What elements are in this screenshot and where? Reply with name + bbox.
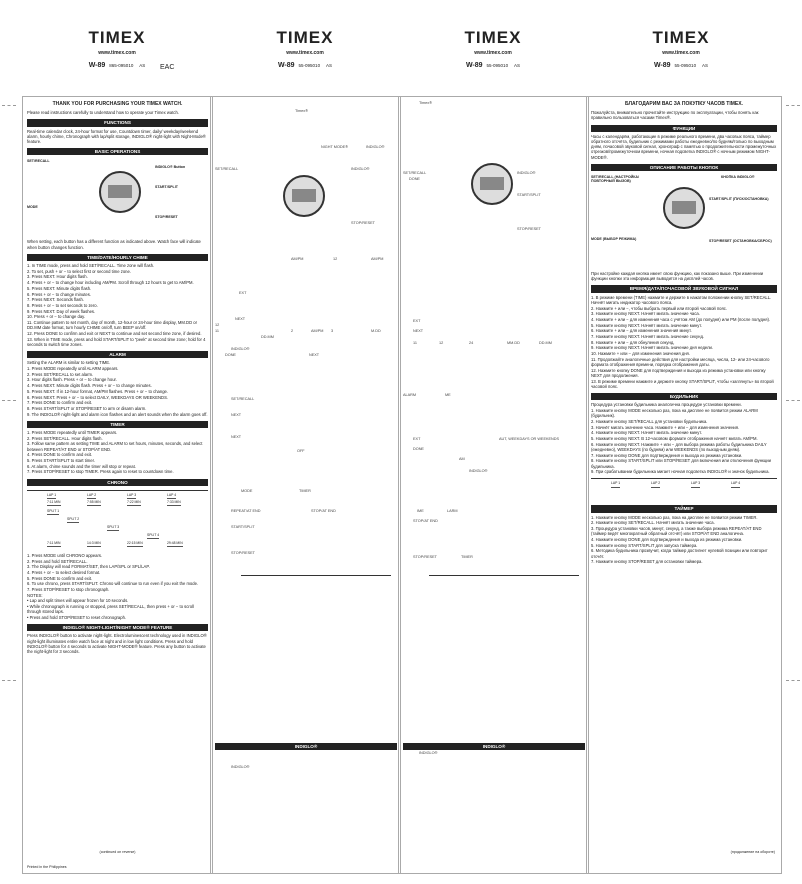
blank-label: STOP/RESET [517,227,541,231]
watch-face-icon [663,187,705,229]
blank-label: TIMER [299,489,311,493]
start-split-label: START/SPLIT (ПУСК/ОСТАНОВКА) [709,197,769,202]
section-header: CHRONO [27,479,208,486]
blank-label: NEXT [309,353,320,357]
lap-label: LAP 4 [167,493,176,499]
list-item: 5. Нажмите кнопку NEXT. Начнёт мигать значение минут. [591,322,702,328]
indiglo-text: Press INDIGLO® button to activate night-light. Electroluminescent technology used in INDIGLO® night-light illuminates entire watch face at night and in low light conditions. Press and hold INDIGLO® button for 4 seconds to activate NIGHT-MODE® feature. Press any button to activate the night-light for 3 seconds. [27,633,207,655]
list-item: 8. Press + or − to set seconds to zero. [27,302,98,308]
list-item: 4. Press NEXT. Minute digits flash. Press + or − to change minutes. [27,383,152,389]
section-header: БУДИЛЬНИК [591,393,777,400]
intro-text: Please read instructions carefully to understand how to operate your Timex watch. [27,110,179,116]
blank-label: M.DD [371,329,381,333]
start-split-label: START/SPLIT [155,185,178,190]
list-item: 6. At alarm, chime sounds and the timer will stop or repeat. [27,463,136,469]
list-item: 3. Начнёт мигать значение часа. Нажмите + или − для изменения значения. [591,424,740,430]
brand-url: www.timex.com [662,50,700,56]
blank-label: 24 [469,341,474,345]
list-item: 6. Нажмите + или − для изменения значения минут. [591,328,692,334]
lap-split-diagram [241,575,391,634]
blank-label: 12 [215,323,220,327]
panel-blank-1 [210,96,401,874]
list-item: 5. Press DONE to confirm and exit. [27,575,93,581]
blank-label: SET/RECALL [231,397,255,401]
lap-label: LAP 1 [47,493,56,499]
list-item: 13. When in TIME mode, press and hold START/SPLIT to "peek" at second time zone; hold for 4 seconds to switch time zones. [27,336,206,347]
section-header: ФУНКЦИИ [591,125,777,132]
blank-label: NIGHT MODE® [321,145,348,149]
list-item: 7. Press STOP/RESET to stop chronograph. [27,587,110,593]
blank-label: NEXT [231,413,242,417]
blank-label: DONE [413,447,424,451]
blank-label: TIMER [461,555,473,559]
list-item: Setting the ALARM is similar to setting TIME. [27,360,111,366]
list-item: 11. Continue pattern to set month, day of month, 12-hour or 24-hour time display, MM.DD or DD.MM date format, turn hourly CHIME on/off, turn BEEP on/off. [27,320,197,331]
list-item: 7. Нажмите кнопку STOP/RESET для остановки таймера. [591,559,703,565]
time-steps [27,263,208,347]
list-item: 5. Press START/SPLIT to start timer. [27,458,95,464]
blank-label: EXT [239,291,247,295]
lap-time: 7:33 MIN [167,500,181,506]
cert-mark: EAC [160,64,175,71]
continued-note: (продолжение на обороте) [730,849,775,854]
list-item: 6. Методика будильника прозвучит, когда таймер достигнет нулевой позиции или повторит отсчёт. [591,548,768,559]
list-item: 7. Нажмите кнопку DONE для подтверждения и выхода из режима установки. [591,452,743,458]
cut-mark [2,105,16,106]
blank-label: 2 [291,329,294,333]
blank-label: INDIGLO® [351,167,370,171]
blank-label: INDIGLO® [419,751,438,755]
lap-label: LAP 3 [127,493,136,499]
section-header: BASIC OPERATIONS [27,148,208,155]
section-header: INDIGLO® [403,743,585,750]
blank-label: INDIGLO® [517,171,536,175]
list-item: 7. Press STOP/RESET to stop TIMER. Press again to reset to countdown time. [27,469,174,475]
blank-label: 12 [333,257,338,261]
brand-logo: TIMEX [464,28,522,47]
list-item: 1. Press MODE repeatedly until TIMER appears. [27,430,118,436]
lap-label: LAP 4 [731,481,740,487]
blank-label: Timex® [295,109,308,113]
list-item: 4. Нажмите + или − для изменения часа с учётом AM (до полудня) или PM (после полудня). [591,316,771,322]
watch-face-icon [283,175,325,217]
split-label: SPLIT 3 [107,525,119,531]
list-item: 4. Нажмите кнопку DONE для подтверждения и выхода из режима установки. [591,536,743,542]
model-line: W-89 55-095010 AS [465,62,521,69]
list-item: 8. Нажмите кнопку START/SPLIT или STOP/RESET для включения или отключения функции будильника. [591,458,771,469]
blank-label: DD.MM [539,341,552,345]
list-item: 3. Процедура установки часов, минут, секунд, а также выбора режима REPEAT/AT END (таймер ведёт многократный обратный отсчёт) или STOP/AT END аналогична. [591,526,762,537]
blank-label: NEXT [235,317,246,321]
panel-title: БЛАГОДАРИМ ВАС ЗА ПОКУПКУ ЧАСОВ TIMEX. [625,101,743,107]
blank-label: INDIGLO® [366,145,385,149]
blank-label: AM/PM [311,329,324,333]
list-item: 6. Press + or − to change minutes. [27,291,92,297]
section-header: INDIGLO® NIGHT-LIGHT/NIGHT MODE® FEATURE [27,624,208,631]
alarm-steps [27,360,208,417]
stop-reset-label: STOP/RESET (ОСТАНОВКА/СБРОС) [709,239,772,244]
blank-label: INDIGLO® [231,765,250,769]
split-time: 22:15 MIN [127,541,143,547]
section-header: TIME/DATE/HOURLY CHIME [27,254,208,261]
split-time: 29:48 MIN [167,541,183,547]
cut-mark [786,400,800,401]
lap-label: LAP 2 [651,481,660,487]
split-label: SPLIT 2 [67,517,79,523]
blank-label: AM [459,457,465,461]
blank-label: MM.DD [507,341,520,345]
blank-label: 3 [331,329,334,333]
watch-diagram [27,157,208,237]
lap-time: 7:22 MIN [127,500,141,506]
functions-text: Real-time calendar clock, 24-hour format for use, Countdown timer, daily/ weekday/weekend alarm, hourly chime, Chronograph with lap/split storage, INDIGLO® night-light with Night-Mode® feature. [27,128,206,145]
list-item: 3. Press NEXT. Hour digits flash. [27,274,88,280]
brand-logo: TIMEX [88,28,146,47]
blank-label: 11 [215,329,219,333]
lap-label: LAP 1 [611,481,620,487]
blank-label: Timex® [419,101,432,105]
brand-url: www.timex.com [98,50,136,56]
set-recall-label: SET/RECALL [27,159,50,164]
list-item: 8. Нажмите + или − для обнуления секунд. [591,339,675,345]
blank-label: OFF [297,449,305,453]
lap-label: LAP 2 [87,493,96,499]
header-2 [210,0,400,69]
timer-steps [591,515,777,565]
list-item: 7. Press NEXT. Seconds flash. [27,297,85,303]
list-item: 11. Продолжайте аналогичные действия для настройки месяца, числа, 12- или 24-часового формата отображения времени, порядка отображения даты. [591,356,770,368]
section-header: ОПИСАНИЕ РАБОТЫ КНОПОК [591,164,777,171]
blank-label: 11 [413,341,417,345]
list-item: NOTES: [27,592,43,598]
blank-label: REPEAT/AT END [231,509,261,513]
list-item: 5. Press NEXT. Minute digits flash. [27,285,92,291]
list-item: 6. Press NEXT. Press + or − to select DAILY, WEEKDAYS OR WEEKENDS. [27,394,169,400]
blank-label: NEXT [231,435,242,439]
list-item: Процедура установки будильника аналогична процедуре установки времени. [591,402,742,408]
blank-label: LARM [447,509,458,513]
list-item: 10. Нажмите + или − для изменения значения дня. [591,351,690,357]
model-line: W-89 55-095010 AS [277,62,333,69]
blank-label: DD.MM [261,335,274,339]
mode-label: MODE [27,205,38,210]
list-item: • Lap and split times will appear frozen for 10 seconds. [27,598,129,604]
list-item: 2. To set, push + or − to select first or second time zone. [27,268,131,274]
blank-label: STOP/AT END [311,509,336,513]
section-header: ВРЕМЯ/ДАТА/ПОЧАСОВОЙ ЗВУКОВОЙ СИГНАЛ [591,285,777,292]
blank-label: AUT, WEEKDAYS OR WEEKENDS [499,437,560,441]
list-item: 1. Press MODE until CHRONO appears. [27,552,103,558]
list-item: 8. Press START/SPLIT or STOP/RESET to arm or disarm alarm. [27,405,147,411]
list-item: 13. В режиме времени нажмите и держите кнопку START/SPLIT, чтобы «заглянуть» во второй часовой пояс. [591,378,774,389]
blank-label: AM/PM [371,257,384,261]
list-item: 9. The INDIGLO® night-light and alarm icon flashes and an alert sounds when the alarm goes off. [27,411,208,417]
split-label: SPLIT 1 [47,509,59,515]
blank-label: START/SPLIT [231,525,255,529]
list-item: 4. Press DONE to confirm and exit. [27,452,93,458]
list-item: 1. Нажмите кнопку MODE несколько раз, пока на дисплее не появится режим ALARM (будильник). [591,408,758,419]
list-item: 3. Follow same pattern as setting TIME and ALARM to set hours, minutes, seconds, and select between REPEAT/AT END or STOP/AT END. [27,441,203,452]
cut-mark [2,400,16,401]
blank-label: ME [445,393,451,397]
indiglo-label: INDIGLO® Button [155,165,186,170]
blank-label: AM/PM [291,257,304,261]
blank-label: 12 [439,341,444,345]
blank-label: STOP/AT END [413,519,438,523]
list-item: 4. Press + or − to select desired format. [27,569,101,575]
list-item: 4. Press + or − to change hour including AM/PM. Scroll through 12 hours to get to AM/PM. [27,280,194,286]
continued-note: (continued on reverse) [99,849,136,854]
blank-label: SET/RECALL [403,171,427,175]
model-line: W-89 865-095010 AS [88,62,146,69]
blank-label: ALARM [403,393,417,397]
brand-logo: TIMEX [652,28,710,47]
list-item: 2. Press SET/RECALL. Hour digits flash. [27,435,103,441]
list-item: 2. Press SET/RECALL to set alarm. [27,371,94,377]
lap-split-diagram [591,478,777,501]
panel-title: THANK YOU FOR PURCHASING YOUR TIMEX WATCH. [52,101,183,107]
list-item: 2. Нажмите кнопку SET/RECALL. Начнёт мигать значение часа. [591,520,715,526]
cut-mark [2,680,16,681]
set-recall-label: SET/RECALL (НАСТРОЙКА/ПОВТОРНЫЙ ВЫЗОВ) [591,175,640,184]
watch-diagram [211,161,401,241]
model-line: W-89 55-095010 AS [653,62,709,69]
header-1 [22,0,212,69]
indiglo-label: КНОПКА INDIGLO® [721,175,755,180]
list-item: 9. Press NEXT. Day of week flashes. [27,308,96,314]
cut-mark [786,105,800,106]
list-item: 1. В режиме времени (TIME) нажмите и держите в нажатом положении кнопку SET/RECALL. Начнёт мигать индикатор часового пояса. [591,294,772,305]
header-4 [586,0,776,69]
list-item: 5. Нажмите кнопку NEXT. В 12-часовом формате отображения начнёт мигать AM/PM. [591,436,758,442]
stop-reset-label: STOP/RESET [155,215,178,220]
intro-text: Пожалуйста, внимательно прочитайте инструкцию по эксплуатации, чтобы понять как правильно пользоваться часами Timex®. [591,110,759,121]
list-item: 2. Press and hold SET/RECALL. [27,558,88,564]
list-item: 12. Нажмите кнопку DONE для подтверждения и выхода из режима установки или кнопку NEXT для продолжения. [591,367,766,378]
blank-label: START/SPLIT [517,193,541,197]
watch-face-icon [471,163,513,205]
watch-face-icon [99,171,141,213]
lap-split-diagram [429,575,579,634]
blank-label: EXT [413,437,421,441]
chrono-steps [27,553,208,620]
brand-url: www.timex.com [286,50,324,56]
section-header: ALARM [27,351,208,358]
section-header: TIMER [27,421,208,428]
lap-label: LAP 3 [691,481,700,487]
list-item: • Press and hold STOP/RESET to reset chronograph. [27,615,127,621]
list-item: 9. Нажмите кнопку NEXT. Начнёт мигать значение дня недели. [591,345,714,351]
section-header: FUNCTIONS [27,119,208,126]
watch-diagram [591,173,777,269]
alarm-steps [591,402,777,474]
section-header: ТАЙМЕР [591,505,777,512]
blank-label: EXT [413,319,421,323]
section-header: INDIGLO® [215,743,397,750]
list-item: 2. Нажмите + или −, чтобы выбрать первый или второй часовой пояс. [591,305,728,311]
brand-logo: TIMEX [276,28,334,47]
timer-steps [27,430,208,475]
panel-english [22,96,213,874]
list-item: 7. Нажмите кнопку NEXT. Начнёт мигать значение секунд. [591,334,705,340]
setting-note: При настройке каждая кнопка имеет свою функцию, как показано выше. При изменении функции кнопки эта информация выводится на дисплей часов. [591,271,764,282]
blank-label: INDIGLO® [231,347,250,351]
blank-label: NEXT [413,329,424,333]
brand-url: www.timex.com [474,50,512,56]
list-item: 4. Нажмите кнопку NEXT. Начнёт мигать значение минут. [591,430,702,436]
list-item: 2. Нажмите кнопку SET/RECALL для установки будильника. [591,418,708,424]
list-item: 12. Press DONE to confirm and exit or NEXT to continue and set second time zone, if desired. [27,330,202,336]
split-time: 14:3 MIN [87,541,101,547]
list-item: 6. Нажмите кнопку NEXT. Нажмите + или − для выбора режима работы будильника DAILY (ежедневно), WEEKDAYS (по будням) или WEEKENDS (по выходным дням). [591,441,767,452]
list-item: 1. In TIME mode, press and hold SET/RECALL. Time zone will flash. [27,263,155,269]
panel-russian [586,96,782,874]
blank-label: DONE [225,353,236,357]
printed-in: Printed in the Philippines [27,864,67,869]
blank-label: SET/RECALL [215,167,239,171]
list-item: 5. Press NEXT. If in 12-hour format, AM/PM flashes. Press + or − to change. [27,388,169,394]
header-3 [398,0,588,69]
blank-label: DONE [409,177,420,181]
setting-note: When setting, each button has a different function as indicated above. Watch face will indicate when button changes function. [27,239,201,250]
lap-time: 7:11 MIN [47,500,61,506]
list-item: 3. Нажмите кнопку NEXT. Начнёт мигать значение часа. [591,311,700,317]
list-item: 10. Press + or − to change day. [27,314,86,320]
split-label: SPLIT 4 [147,533,159,539]
list-item: 9. При срабатывании будильника мигает ночная подсветка INDIGLO® и значок будильника. [591,469,770,475]
panel-blank-2 [398,96,589,874]
list-item: 6. To use chrono, press START/SPLIT. Chrono will continue to run even if you exit the mode. [27,581,199,587]
list-item: 1. Нажмите кнопку MODE несколько раз, пока на дисплее не появится режим TIMER. [591,514,758,520]
functions-text: Часы с календарём, работающие в режиме реального времени, два часовых пояса, таймер обратного отсчёта, будильник с режимами работы ежедневно/по будням/только по выходным дням, почасовой звуковой сигнал, хронограф с памятью о продолжительности промежуточных отрезков/промежуточном времени, ночная подсветка INDIGLO® с ночным режимом NIGHT-MODE®. [591,133,777,160]
list-item: 3. The Display will read FORMAT/SET, then LAP/SPL or SPL/LAP. [27,564,150,570]
mode-label: MODE (ВЫБОР РЕЖИМА) [591,237,637,242]
time-steps [591,295,777,389]
list-item: 3. Hour digits flash. Press + or − to change hour. [27,377,117,383]
list-item: • While chronograph is running or stopped, press SET/RECALL, then press + or − to scroll through stored laps. [27,604,194,615]
watch-diagram [399,149,589,229]
blank-label: STOP/RESET [231,551,255,555]
split-time: 7:11 MIN [47,541,61,547]
blank-label: INDIGLO® [469,469,488,473]
blank-label: IME [417,509,424,513]
blank-label: MODE [241,489,253,493]
blank-label: STOP/RESET [351,221,375,225]
cut-mark [786,680,800,681]
lap-time: 7:55 MIN [87,500,101,506]
lap-split-diagram [27,490,208,549]
list-item: 7. Press DONE to confirm and exit. [27,400,93,406]
blank-label: STOP/RESET [413,555,437,559]
list-item: 1. Press MODE repeatedly until ALARM appears. [27,365,119,371]
list-item: 5. Нажмите кнопку START/SPLIT для запуска таймера. [591,542,698,548]
